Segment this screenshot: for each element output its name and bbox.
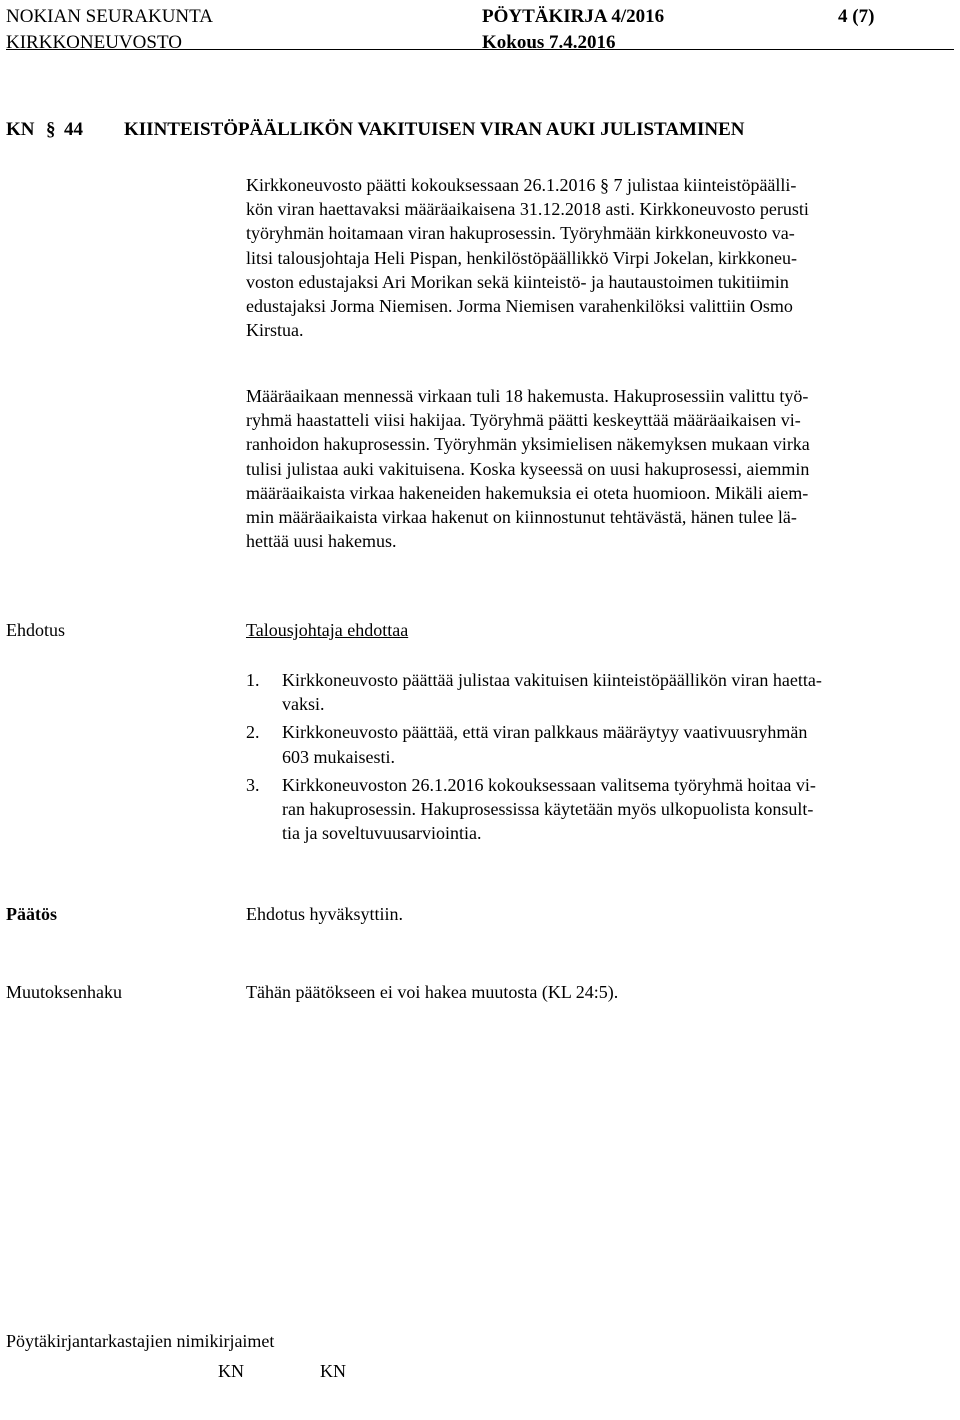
- proposal-item-line: vaksi.: [282, 694, 325, 715]
- header-page: 4 (7): [838, 6, 875, 27]
- proposal-item: [246, 773, 956, 846]
- header-doc: PÖYTÄKIRJA 4/2016: [482, 6, 665, 27]
- paragraph-background: [246, 173, 956, 342]
- paragraph-line: tulisi julistaa auki vakituisena. Koska kyseessä on uusi hakuprosessi, aiemmin: [246, 458, 810, 479]
- paragraph-line: litsi talousjohtaja Heli Pispan, henkilöstöpäällikkö Virpi Jokelan, kirkkoneu-: [246, 247, 798, 268]
- paragraph-line: hettää uusi hakemus.: [246, 531, 397, 552]
- paragraph-line: edustajaksi Jorma Niemisen. Jorma Niemisen varahenkilöksi valittiin Osmo: [246, 296, 793, 317]
- paragraph-applications: [246, 384, 956, 553]
- appeal-label: Muutoksenhaku: [6, 982, 122, 1002]
- header-rule: [6, 49, 954, 50]
- proposal-label: Ehdotus: [6, 620, 66, 640]
- footer-initials-2: KN: [320, 1361, 346, 1381]
- paragraph-line: Määräaikaan mennessä virkaan tuli 18 hakemusta. Hakuprosessiin valittu työ-: [246, 386, 809, 406]
- section-number: 44: [64, 119, 83, 140]
- paragraph-line: työryhmän hoitamaan viran hakuprosessin. Työryhmään kirkkoneuvosto va-: [246, 223, 795, 244]
- proposal-item-number: 1.: [246, 670, 260, 690]
- paragraph-line: ryhmä haastatteli viisi hakijaa. Työryhmä päätti keskeyttää määräaikaisen vi-: [246, 410, 801, 431]
- appeal-text: Tähän päätökseen ei voi hakea muutosta (KL 24:5).: [246, 982, 619, 1002]
- proposal-item-line: Kirkkoneuvoston 26.1.2016 kokouksessaan valitsema työryhmä hoitaa vi-: [282, 774, 816, 795]
- header-meeting: Kokous 7.4.2016: [482, 32, 616, 53]
- proposal-item: [246, 720, 956, 768]
- section-title: KIINTEISTÖPÄÄLLIKÖN VAKITUISEN VIRAN AUKI JULISTAMINEN: [124, 119, 745, 140]
- proposal-item-number: 2.: [246, 722, 260, 743]
- paragraph-line: Kirstua.: [246, 320, 304, 341]
- proposal-item-number: 3.: [246, 774, 260, 795]
- paragraph-line: min määräaikaista virkaa hakenut on kiinnostunut tehtävästä, hänen tulee lä-: [246, 507, 797, 528]
- header-org: NOKIAN SEURAKUNTA: [6, 6, 213, 27]
- paragraph-line: Kirkkoneuvosto päätti kokouksessaan 26.1.2016 § 7 julistaa kiinteistöpäälli-: [246, 175, 797, 195]
- proposal-item-line: 603 mukaisesti.: [282, 746, 395, 767]
- proposal-item-line: ran hakuprosessin. Hakuprosessissa käytetään myös ulkopuolista konsult-: [282, 799, 814, 820]
- section-symbol: §: [46, 119, 56, 140]
- decision-text: Ehdotus hyväksyttiin.: [246, 904, 403, 924]
- paragraph-line: määräaikaista virkaa hakeneiden hakemuksia ei oteta huomioon. Mikäli aiem-: [246, 482, 809, 503]
- header-body: KIRKKONEUVOSTO: [6, 32, 182, 53]
- proposal-item-line: Kirkkoneuvosto päättää, että viran palkkaus määräytyy vaativuusryhmän: [282, 722, 808, 743]
- proposal-heading: Talousjohtaja ehdottaa: [246, 620, 409, 640]
- proposal-item-line: Kirkkoneuvosto päättää julistaa vakituisen kiinteistöpäällikön viran haetta-: [282, 670, 822, 690]
- proposal-list: [246, 668, 956, 845]
- paragraph-line: ranhoidon hakuprosessin. Työryhmän yksimielisen näkemyksen mukaan virka: [246, 434, 810, 455]
- footer-label: Pöytäkirjantarkastajien nimikirjaimet: [6, 1331, 275, 1351]
- proposal-item-line: tia ja soveltuvuusarviointia.: [282, 823, 482, 844]
- decision-label: Päätös: [6, 904, 57, 924]
- footer-initials-1: KN: [218, 1361, 244, 1381]
- paragraph-line: voston edustajaksi Ari Morikan sekä kiinteistö- ja hautaustoimen tukitiimin: [246, 271, 789, 292]
- proposal-item: [246, 668, 956, 716]
- paragraph-line: kön viran haettavaksi määräaikaisena 31.12.2018 asti. Kirkkoneuvosto perusti: [246, 199, 809, 220]
- section-code: KN: [6, 119, 35, 140]
